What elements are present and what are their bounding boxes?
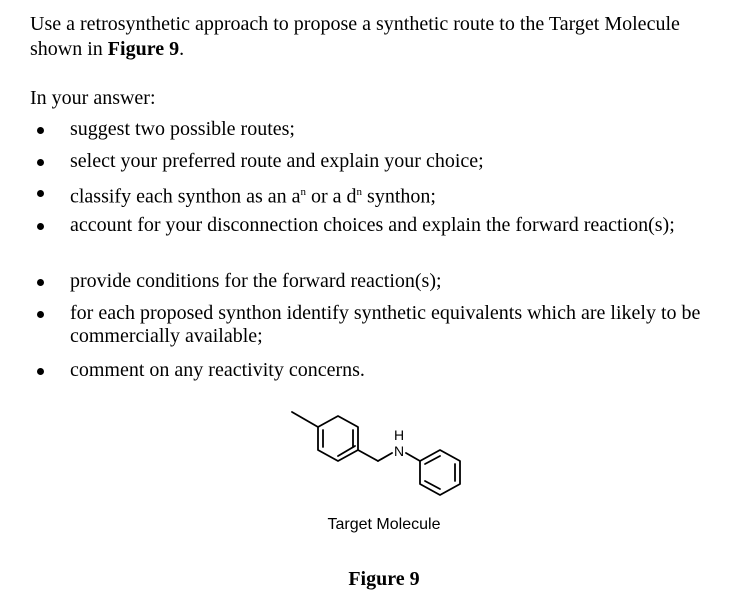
bullet-icon	[37, 368, 44, 375]
list-item	[70, 302, 720, 348]
list-item-text: provide conditions for the forward reaction(s);	[70, 270, 442, 292]
answer-lead: In your answer:	[30, 87, 156, 109]
bullet-icon	[37, 190, 44, 197]
bullet-icon	[37, 127, 44, 134]
list-item-text: for each proposed synthon identify synthetic equivalents which are likely to be commercially available;	[70, 302, 701, 347]
question-intro	[30, 12, 730, 62]
benzene-ring-left	[318, 416, 358, 461]
n-phenyl-bond	[406, 453, 420, 461]
list-item-text: account for your disconnection choices and explain the forward reaction(s);	[70, 214, 675, 236]
ring-ch2-bond	[358, 450, 378, 461]
list-item	[70, 150, 720, 173]
bullet-icon	[37, 159, 44, 166]
list-item	[70, 359, 720, 382]
intro-text: Use a retrosynthetic approach to propose a synthetic route to the Target Molecule shown in	[30, 13, 680, 60]
list-item-text: comment on any reactivity concerns.	[70, 359, 365, 381]
hydrogen-atom-label: H	[393, 427, 405, 443]
nitrogen-atom-label: N	[393, 443, 405, 459]
bullet-icon	[37, 279, 44, 286]
figure-caption: Figure 9	[348, 568, 420, 590]
list-item	[70, 270, 720, 293]
list-item	[70, 181, 720, 209]
methyl-bond	[292, 412, 318, 427]
ch2-n-bond	[378, 453, 392, 461]
list-item-text-start: classify each synthon as an a	[70, 185, 301, 208]
list-item-text-end: synthon;	[362, 185, 436, 208]
bullet-icon	[37, 311, 44, 318]
list-item	[70, 214, 720, 237]
list-item	[70, 118, 720, 141]
list-item-text-middle: or a d	[305, 185, 357, 208]
figure-reference: Figure 9	[107, 38, 180, 60]
intro-end: .	[179, 38, 185, 60]
target-molecule-structure	[280, 400, 480, 510]
bullet-icon	[37, 223, 44, 230]
list-item-text: select your preferred route and explain your choice;	[70, 150, 484, 172]
list-item-text: suggest two possible routes;	[70, 118, 295, 140]
molecule-label: Target Molecule	[327, 516, 441, 533]
superscript-n: n	[300, 186, 306, 198]
superscript-n: n	[356, 186, 363, 198]
